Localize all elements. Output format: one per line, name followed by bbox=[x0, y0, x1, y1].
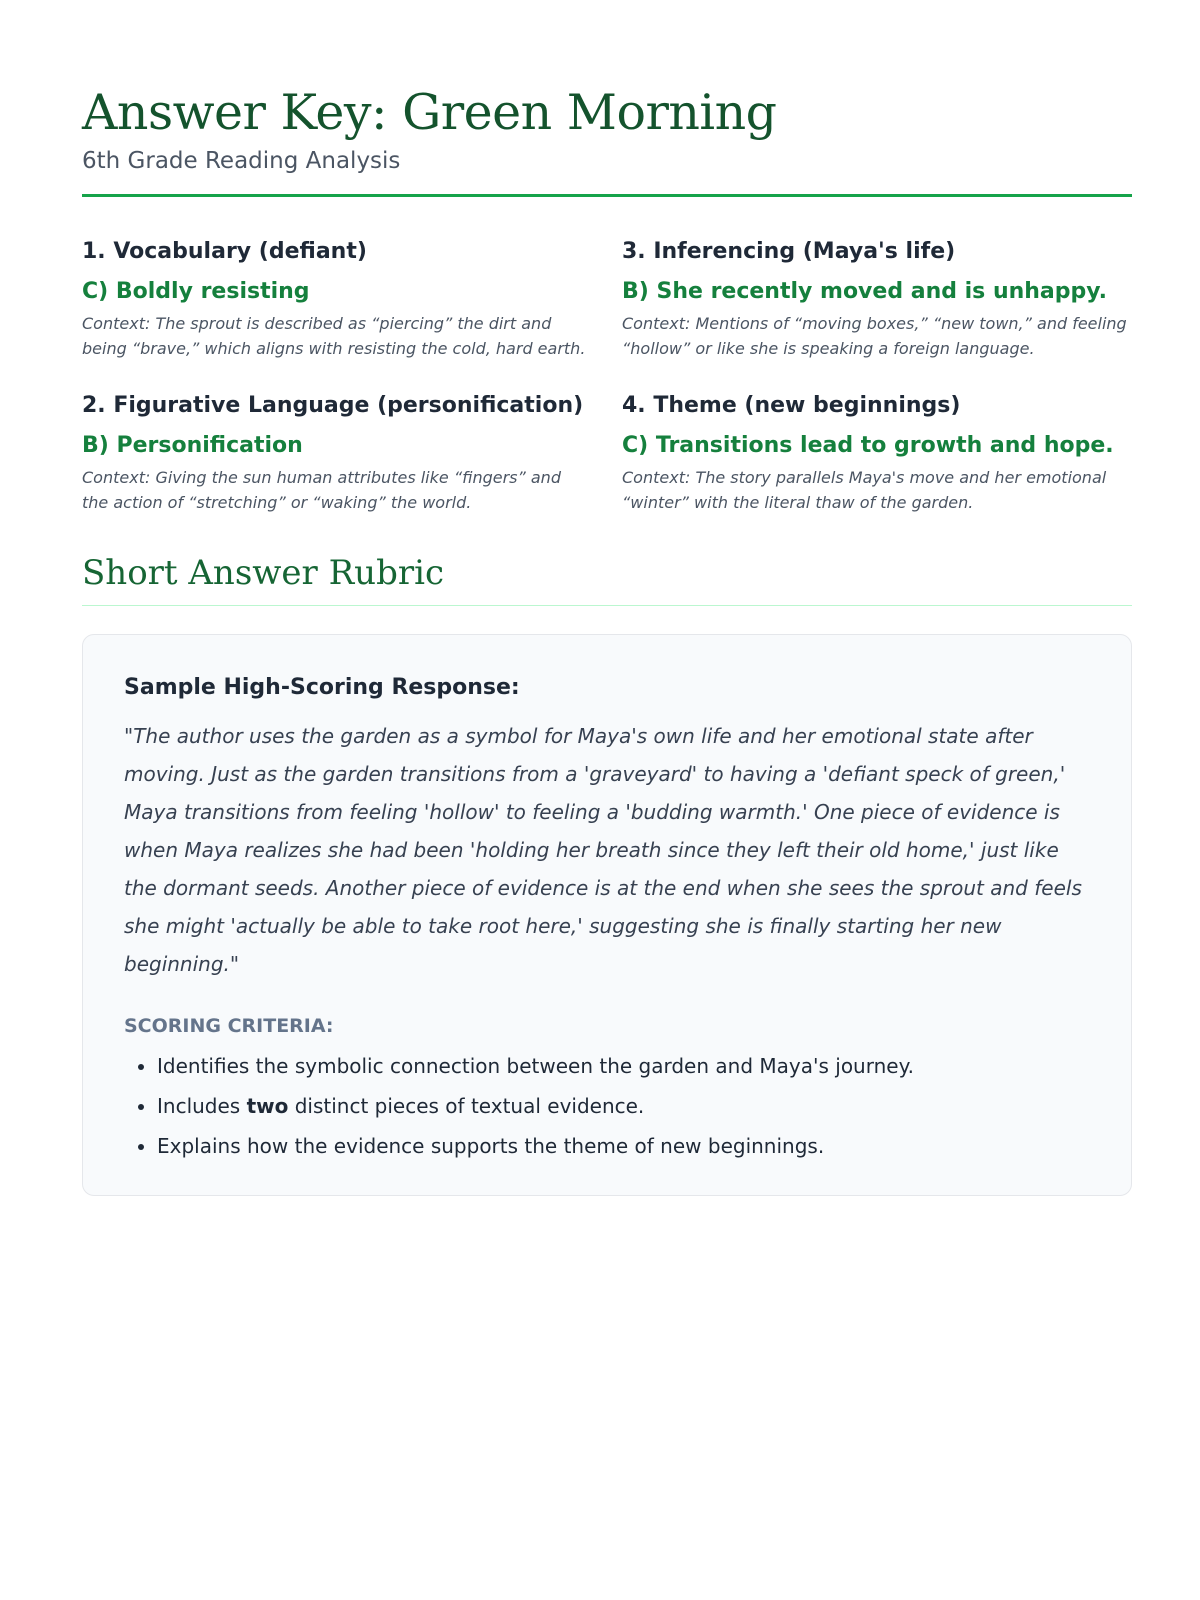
scoring-criteria-list bbox=[124, 1051, 1091, 1161]
sample-response-text: "The author uses the garden as a symbol for Maya's own life and her emotional state after moving. Just as the garden transitions from a 'graveyard' to having a 'defiant speck of green,' Maya transitions from feeling 'hollow' to feeling a 'budding warmth.' One piece of evidence is when Maya realizes she had been 'holding her breath since they left their old home,' just like the dormant seeds. Another piece of evidence is at the end when she sees the sprout and feels she might 'actually be able to take root here,' suggesting she is finally starting her new beginning." bbox=[124, 724, 1082, 976]
rubric-section-divider bbox=[82, 605, 1132, 606]
question-item bbox=[82, 237, 592, 361]
page-subtitle: 6th Grade Reading Analysis bbox=[82, 148, 401, 174]
questions-column-left bbox=[82, 237, 592, 545]
criteria-item-text: Identifies the symbolic connection between the garden and Maya's journey. bbox=[157, 1054, 914, 1078]
question-answer: C) Transitions lead to growth and hope. bbox=[622, 433, 1114, 458]
rubric-box bbox=[82, 634, 1132, 1196]
question-answer: B) Personification bbox=[82, 433, 303, 458]
question-context: Context: The sprout is described as “piercing” the dirt and being “brave,” which aligns with resisting the cold, hard earth. bbox=[82, 314, 586, 358]
header-divider bbox=[82, 194, 1132, 197]
question-title: 4. Theme (new beginnings) bbox=[622, 393, 961, 418]
questions-grid bbox=[82, 237, 1132, 545]
question-item bbox=[622, 391, 1132, 515]
question-item bbox=[82, 391, 592, 515]
question-context: Context: The story parallels Maya's move and her emotional “winter” with the literal thaw of the garden. bbox=[622, 468, 1107, 512]
criteria-item-text-after: distinct pieces of textual evidence. bbox=[288, 1094, 645, 1118]
criteria-item bbox=[157, 1131, 1091, 1161]
question-title: 2. Figurative Language (personification) bbox=[82, 393, 584, 418]
question-context: Context: Mentions of “moving boxes,” “new town,” and feeling “hollow” or like she is speaking a foreign language. bbox=[622, 314, 1127, 358]
questions-column-right bbox=[622, 237, 1132, 545]
criteria-item-text: Explains how the evidence supports the theme of new beginnings. bbox=[157, 1134, 825, 1158]
question-title: 1. Vocabulary (defiant) bbox=[82, 239, 367, 264]
page-title: Answer Key: Green Morning bbox=[82, 84, 777, 141]
question-title: 3. Inferencing (Maya's life) bbox=[622, 239, 956, 264]
scoring-criteria-label: SCORING CRITERIA: bbox=[124, 1015, 334, 1037]
question-answer: C) Boldly resisting bbox=[82, 279, 310, 304]
criteria-item-emphasis: two bbox=[246, 1094, 289, 1118]
question-answer: B) She recently moved and is unhappy. bbox=[622, 279, 1107, 304]
question-context: Context: Giving the sun human attributes like “fingers” and the action of “stretching” or “waking” the world. bbox=[82, 468, 561, 512]
rubric-section-title: Short Answer Rubric bbox=[82, 553, 444, 593]
sample-response-heading: Sample High-Scoring Response: bbox=[124, 675, 520, 700]
criteria-item bbox=[157, 1091, 1091, 1121]
criteria-item-text-before: Includes bbox=[157, 1094, 247, 1118]
question-item bbox=[622, 237, 1132, 361]
answer-key-page bbox=[82, 80, 1132, 1196]
criteria-item bbox=[157, 1051, 1091, 1081]
